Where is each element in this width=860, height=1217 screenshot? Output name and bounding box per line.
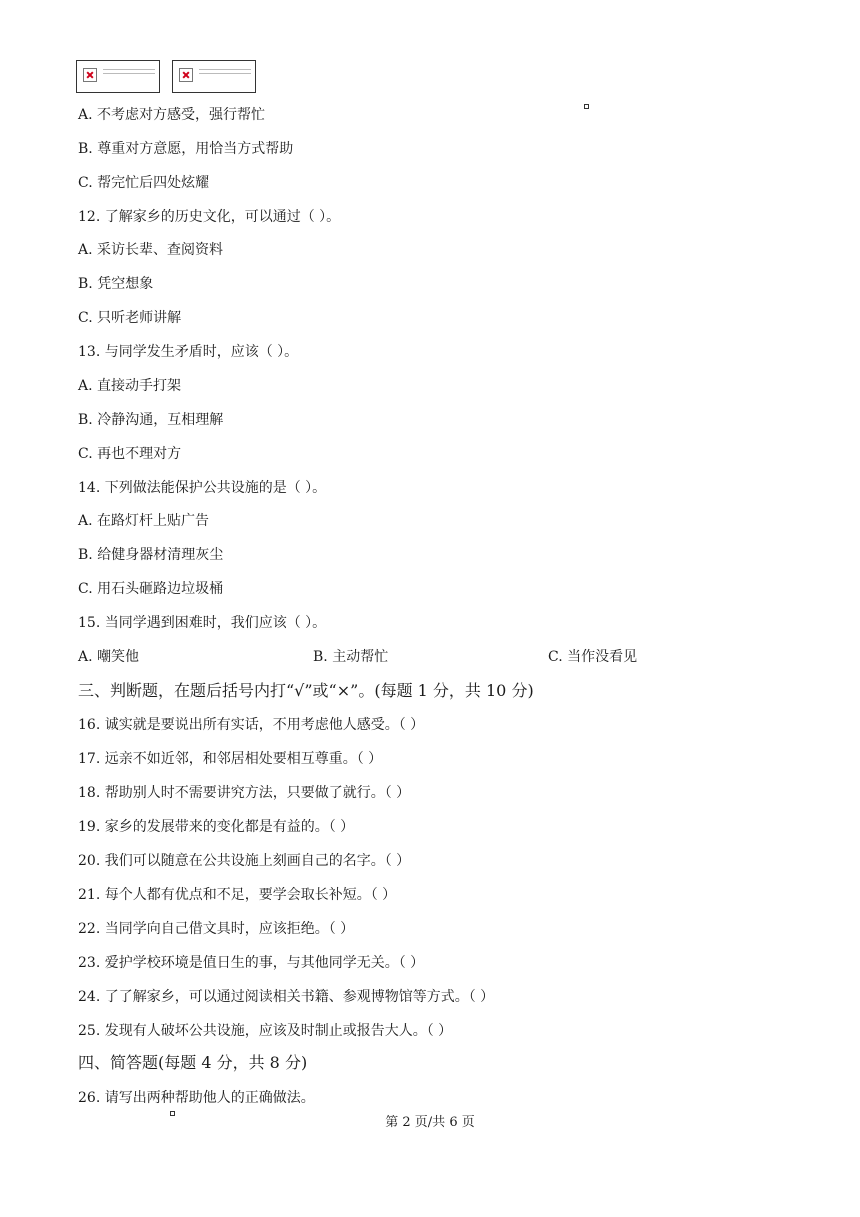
q15-option-a: A. 嘲笑他 (78, 649, 140, 665)
q12-option-b: B. 凭空想象 (78, 276, 154, 292)
section-4-title: 四、简答题(每题 4 分，共 8 分) (78, 1053, 308, 1072)
judgment-16: 16. 诚实就是要说出所有实话，不用考虑他人感受。（ ） (78, 717, 425, 733)
q11-option-b: B. 尊重对方意愿，用恰当方式帮助 (78, 141, 294, 157)
stray-dot-mark (584, 104, 589, 109)
page-footer: 第 2 页/共 6 页 (385, 1115, 475, 1130)
judgment-21: 21. 每个人都有优点和不足，要学会取长补短。（ ） (78, 887, 397, 903)
q14-question: 14. 下列做法能保护公共设施的是（ ）。 (78, 480, 327, 496)
broken-image-icon (179, 68, 193, 82)
q14-option-b: B. 给健身器材清理灰尘 (78, 547, 224, 563)
q13-question: 13. 与同学发生矛盾时，应该（ ）。 (78, 344, 299, 360)
q12-option-a: A. 采访长辈、查阅资料 (78, 242, 224, 258)
q12-question: 12. 了解家乡的历史文化，可以通过（ ）。 (78, 209, 341, 225)
broken-image-icon (83, 68, 97, 82)
q13-option-b: B. 冷静沟通，互相理解 (78, 412, 224, 428)
judgment-18: 18. 帮助别人时不需要讲究方法，只要做了就行。（ ） (78, 785, 411, 801)
q11-option-c: C. 帮完忙后四处炫耀 (78, 175, 210, 191)
judgment-23: 23. 爱护学校环境是值日生的事，与其他同学无关。（ ） (78, 955, 425, 971)
broken-image-placeholder (172, 60, 256, 93)
q12-option-c: C. 只听老师讲解 (78, 310, 182, 326)
image-caption-lines (103, 69, 155, 77)
q14-option-c: C. 用石头砸路边垃圾桶 (78, 581, 224, 597)
q26-question: 26. 请写出两种帮助他人的正确做法。 (78, 1090, 315, 1106)
q13-option-c: C. 再也不理对方 (78, 446, 182, 462)
q13-option-a: A. 直接动手打架 (78, 378, 182, 394)
q15-option-c: C. 当作没看见 (548, 649, 638, 665)
q15-option-b: B. 主动帮忙 (313, 649, 389, 665)
q11-option-a: A. 不考虑对方感受，强行帮忙 (78, 107, 266, 123)
judgment-25: 25. 发现有人破坏公共设施，应该及时制止或报告大人。（ ） (78, 1023, 453, 1039)
broken-image-placeholder (76, 60, 160, 93)
section-3-title: 三、判断题，在题后括号内打“√”或“×”。(每题 1 分，共 10 分) (78, 681, 534, 700)
q15-question: 15. 当同学遇到困难时，我们应该（ ）。 (78, 615, 327, 631)
judgment-19: 19. 家乡的发展带来的变化都是有益的。（ ） (78, 819, 355, 835)
judgment-22: 22. 当同学向自己借文具时，应该拒绝。（ ） (78, 921, 355, 937)
judgment-20: 20. 我们可以随意在公共设施上刻画自己的名字。（ ） (78, 853, 411, 869)
image-caption-lines (199, 69, 251, 77)
q14-option-a: A. 在路灯杆上贴广告 (78, 513, 210, 529)
judgment-17: 17. 远亲不如近邻，和邻居相处要相互尊重。（ ） (78, 751, 383, 767)
judgment-24: 24. 了了解家乡，可以通过阅读相关书籍、参观博物馆等方式。（ ） (78, 989, 495, 1005)
